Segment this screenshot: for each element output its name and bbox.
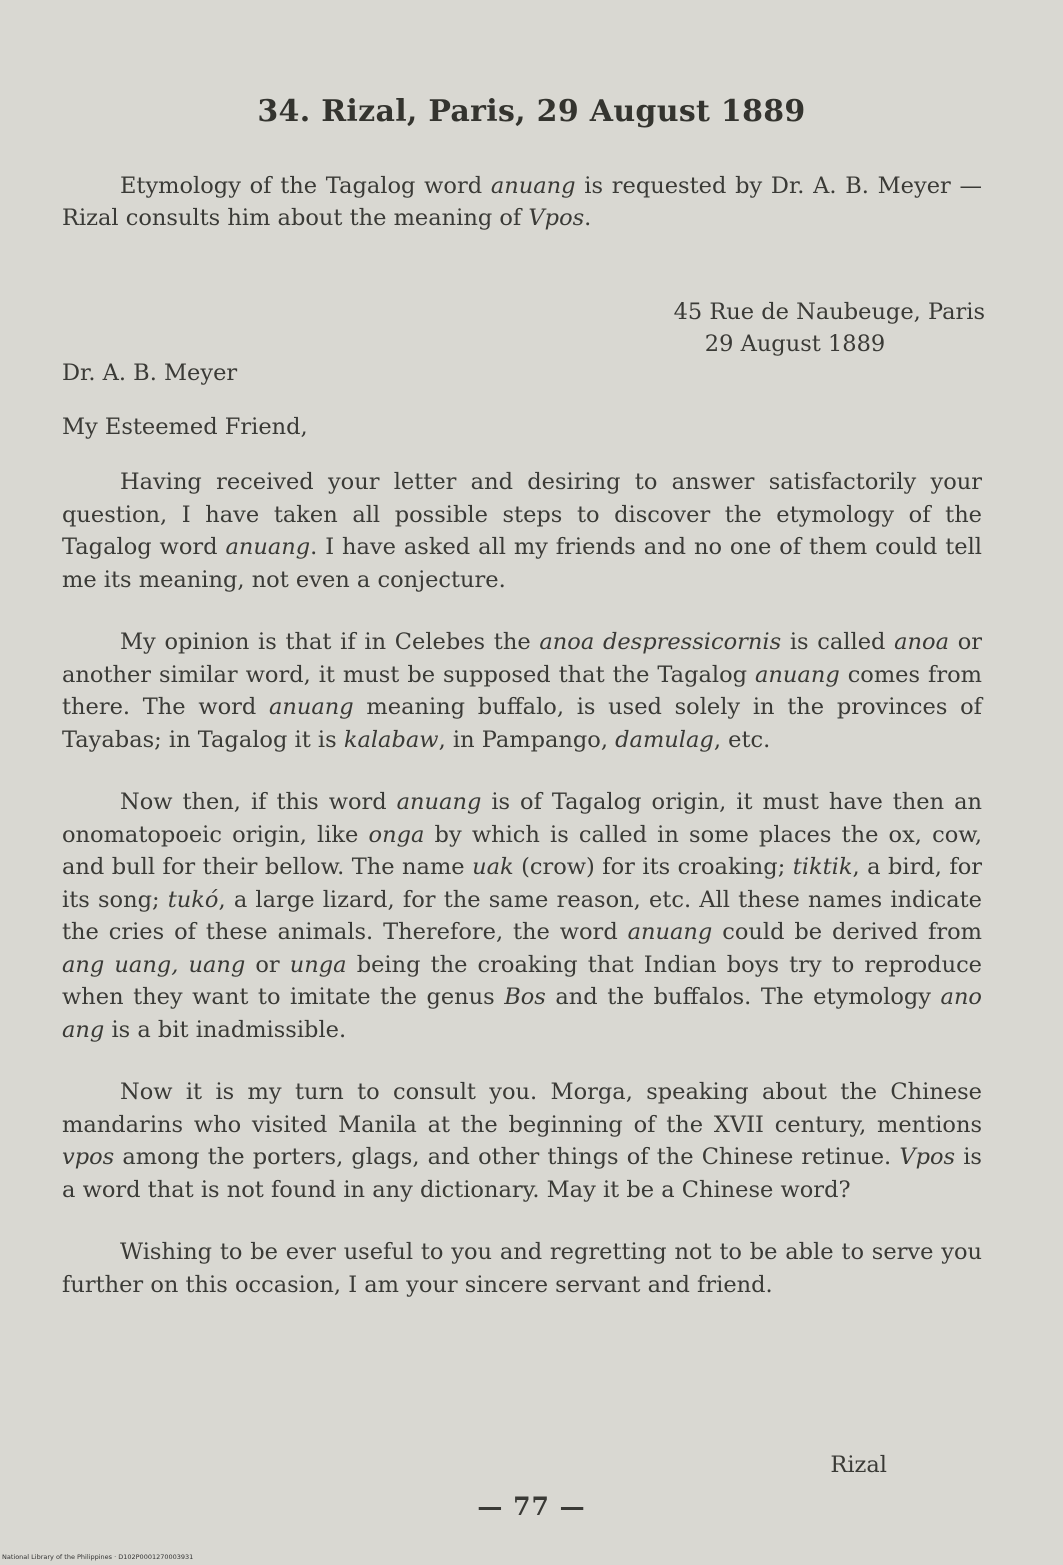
summary-term-anuang: anuang bbox=[490, 173, 576, 199]
letter-title: 34. Rizal, Paris, 29 August 1889 bbox=[257, 94, 806, 129]
salutation: My Esteemed Friend, bbox=[62, 414, 308, 440]
summary-term-vpos: Vpos bbox=[528, 205, 585, 231]
sender-address bbox=[565, 296, 985, 360]
address-street: 45 Rue de Naubeuge, Paris bbox=[673, 299, 985, 325]
address-date: 29 August 1889 bbox=[704, 331, 886, 357]
paragraph-5: Wishing to be ever useful to you and regretting not to be able to serve you further on this occasion, I am your sincere servant and friend. bbox=[62, 1239, 982, 1298]
paragraph-4: Now it is my turn to consult you. Morga, speaking about the Chinese mandarins who visited Manila at the beginning of the XVII century, mentions vpos among the porters, glags, and other things of the Chinese retinue. Vpos is a word that is not found in any dictionary. May it be a Chinese word? bbox=[62, 1079, 982, 1203]
paragraph-3: Now then, if this word anuang is of Tagalog origin, it must have then an onomatopoeic origin, like onga by which is called in some places the ox, cow, and bull for their bellow. The name uak (crow) for its croaking; tiktik, a bird, for its song; tukó, a large lizard, for the same reason, etc. All these names indicate the cries of these animals. Therefore, the word anuang could be derived from ang uang, uang or unga being the croaking that Indian boys try to reproduce when they want to imitate the genus Bos and the buffalos. The etymology ano ang is a bit inadmissible. bbox=[62, 789, 983, 1043]
letter-summary: Etymology of the Tagalog word anuang is requested by Dr. A. B. Meyer — Rizal consults him about the meaning of Vpos. bbox=[62, 173, 982, 231]
signature: Rizal bbox=[830, 1452, 887, 1478]
paragraph-1: Having received your letter and desiring to answer satisfactorily your question, I have taken all possible steps to discover the etymology of the Tagalog word anuang. I have asked all my friends and no one of them could tell me its meaning, not even a conjecture. bbox=[62, 469, 982, 593]
recipient-name: Dr. A. B. Meyer bbox=[62, 360, 238, 386]
footer-credit: National Library of the Philippines · D102P0001270003931 bbox=[2, 1553, 194, 1561]
page-number: — 77 — bbox=[477, 1492, 586, 1521]
letter-body bbox=[62, 466, 982, 1301]
paragraph-2: My opinion is that if in Celebes the anoa despressicornis is called anoa or another similar word, it must be supposed that the Tagalog anuang comes from there. The word anuang meaning buffalo, is used solely in the provinces of Tayabas; in Tagalog it is kalabaw, in Pampango, damulag, etc. bbox=[62, 629, 983, 753]
